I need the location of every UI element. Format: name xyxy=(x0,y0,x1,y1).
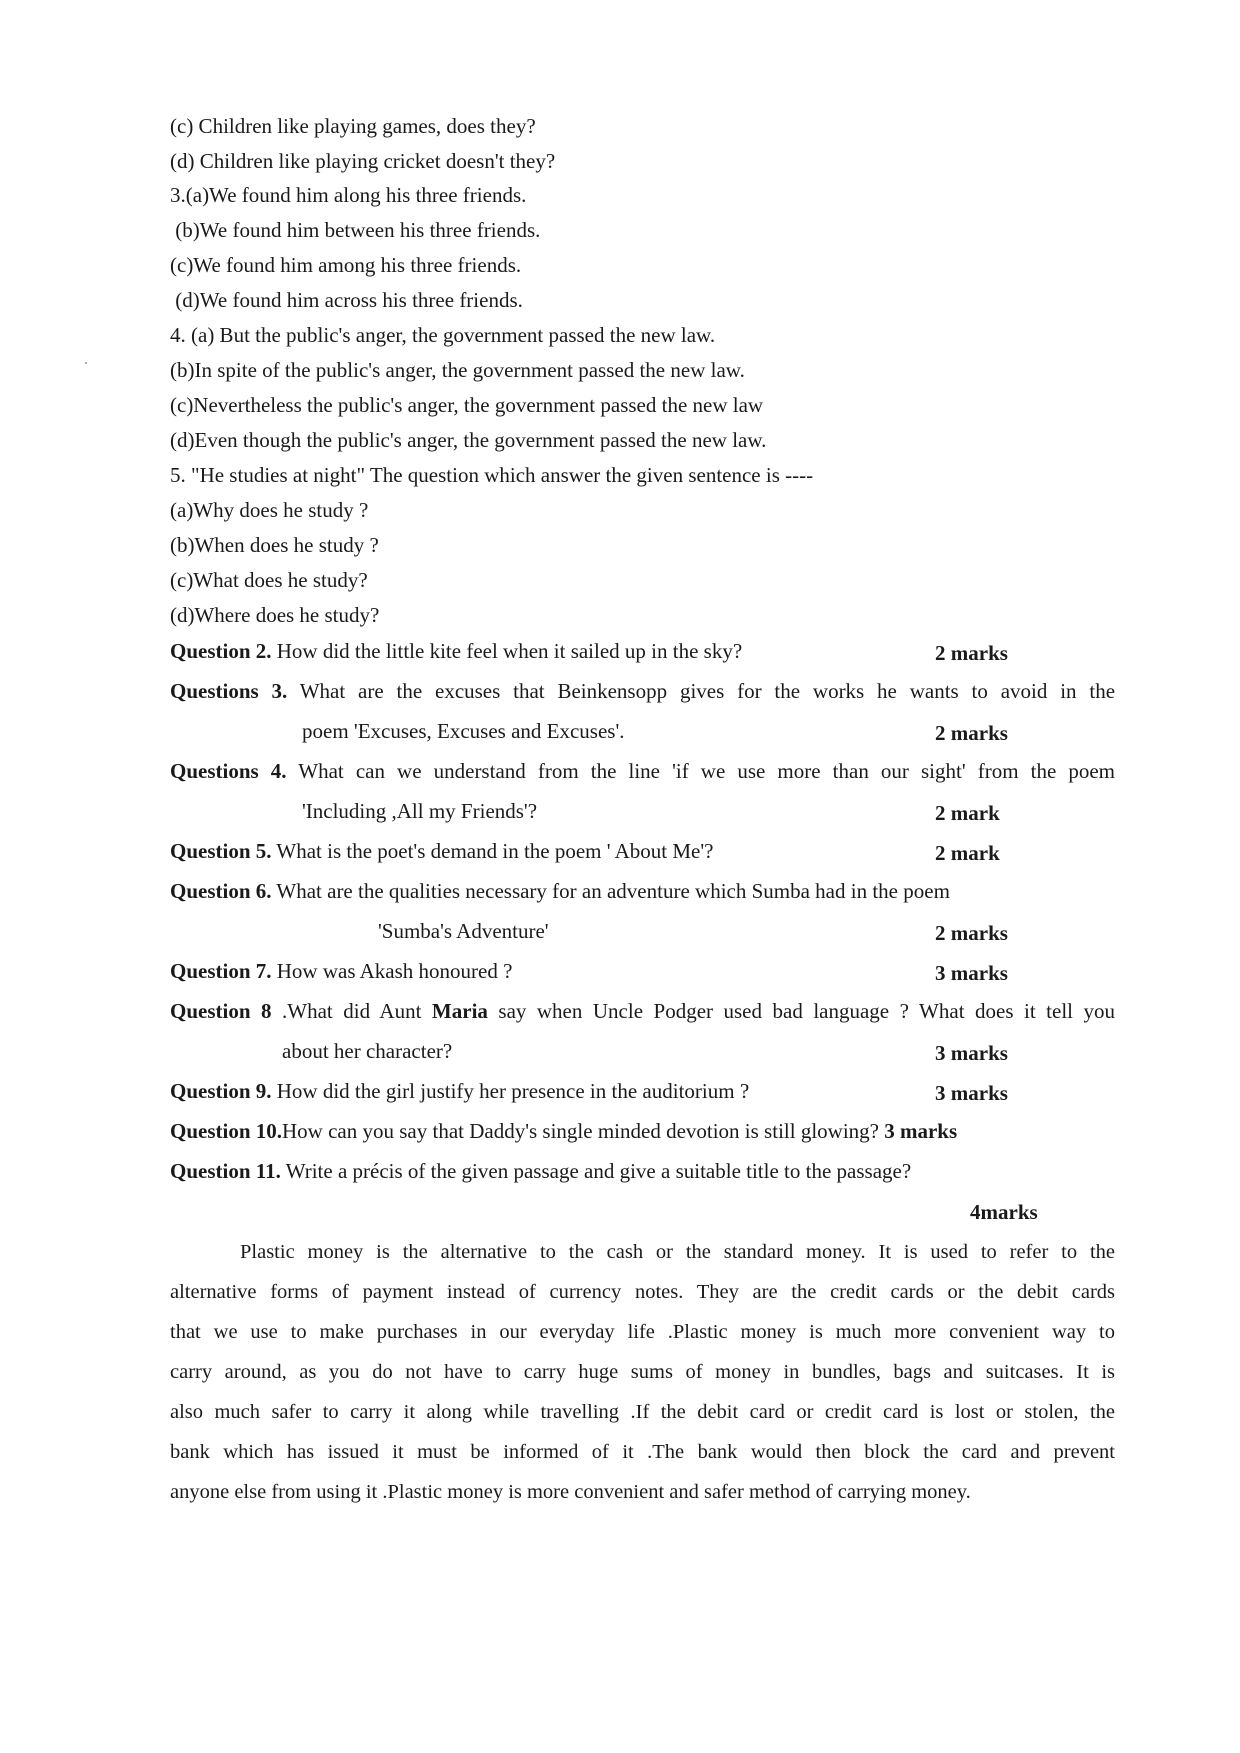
question-10 xyxy=(170,1121,957,1142)
question-4 xyxy=(170,761,1115,782)
mcq-option: (b)We found him between his three friends. xyxy=(170,218,541,242)
question-3 xyxy=(170,681,1115,702)
question-continuation: 'Including ,All my Friends'? xyxy=(302,799,538,823)
marks-label: 2 mark xyxy=(935,801,1000,825)
question-11 xyxy=(170,1161,911,1182)
question-label: Question 7. xyxy=(170,959,272,983)
passage-line: anyone else from using it .Plastic money is more convenient and safer method of carrying money. xyxy=(170,1481,971,1503)
question-9 xyxy=(170,1081,749,1102)
question-text: What is the poet's demand in the poem ' About Me'? xyxy=(276,839,714,863)
mcq-option: (d)Where does he study? xyxy=(170,603,380,627)
question-text: Write a précis of the given passage and give a suitable title to the passage? xyxy=(285,1159,912,1183)
question-text: How can you say that Daddy's single minded devotion is still glowing? xyxy=(282,1119,879,1143)
question-text: How was Akash honoured ? xyxy=(276,959,513,983)
question-continuation: 'Sumba's Adventure' xyxy=(378,919,549,943)
passage-line: carry around, as you do not have to carry huge sums of money in bundles, bags and suitcases. It is xyxy=(170,1361,1115,1383)
marks-label: 3 marks xyxy=(935,1081,1008,1105)
question-6 xyxy=(170,881,950,902)
question-label: Question 11. xyxy=(170,1159,281,1183)
question-label: Question 2. xyxy=(170,639,272,663)
marks-label: 3 marks xyxy=(935,961,1008,985)
question-text: How did the little kite feel when it sailed up in the sky? xyxy=(276,639,743,663)
mcq-option: (b)In spite of the public's anger, the government passed the new law. xyxy=(170,358,745,382)
marks-label: 2 marks xyxy=(935,721,1008,745)
mcq-option: 4. (a) But the public's anger, the government passed the new law. xyxy=(170,323,716,347)
marks-label: 3 marks xyxy=(884,1119,958,1143)
question-label: Questions 4. xyxy=(170,759,287,783)
mcq-option: (c)We found him among his three friends. xyxy=(170,253,522,277)
question-continuation: poem 'Excuses, Excuses and Excuses'. xyxy=(302,719,625,743)
question-label: Question 9. xyxy=(170,1079,272,1103)
passage-line: Plastic money is the alternative to the cash or the standard money. It is used to refer to the xyxy=(240,1241,1115,1263)
question-label: Question 10. xyxy=(170,1119,283,1143)
mcq-option: (c) Children like playing games, does they? xyxy=(170,114,536,138)
marks-label: 4marks xyxy=(970,1200,1038,1224)
passage-line: also much safer to carry it along while travelling .If the debit card or credit card is lost or stolen, the xyxy=(170,1401,1115,1423)
mcq-question: 5. "He studies at night" The question which answer the given sentence is ---- xyxy=(170,463,814,487)
mcq-option: 3.(a)We found him along his three friends. xyxy=(170,183,527,207)
question-text: What are the excuses that Beinkensopp gives for the works he wants to avoid in the xyxy=(299,679,1116,703)
passage-line: bank which has issued it must be informed of it .The bank would then block the card and prevent xyxy=(170,1441,1115,1463)
passage-line: that we use to make purchases in our everyday life .Plastic money is much more convenient way to xyxy=(170,1321,1115,1343)
mcq-option: (d)We found him across his three friends. xyxy=(170,288,523,312)
question-text: What can we understand from the line 'if we use more than our sight' from the poem xyxy=(298,759,1116,783)
question-text: .What did Aunt xyxy=(271,999,432,1023)
marks-label: 2 mark xyxy=(935,841,1000,865)
question-text: How did the girl justify her presence in the auditorium ? xyxy=(276,1079,750,1103)
mcq-option: (c)Nevertheless the public's anger, the government passed the new law xyxy=(170,393,764,417)
mcq-option: (d) Children like playing cricket doesn't they? xyxy=(170,149,556,173)
question-2 xyxy=(170,641,742,662)
question-label: Question 6. xyxy=(170,879,272,903)
question-bold-word: Maria xyxy=(431,999,488,1023)
mcq-option: (d)Even though the public's anger, the government passed the new law. xyxy=(170,428,767,452)
question-5 xyxy=(170,841,713,862)
marks-label: 2 marks xyxy=(935,641,1008,665)
passage-line: alternative forms of payment instead of currency notes. They are the credit cards or the debit cards xyxy=(170,1281,1115,1303)
mcq-option: (b)When does he study ? xyxy=(170,533,379,557)
question-8 xyxy=(170,1001,1115,1022)
scan-speck xyxy=(85,362,87,364)
question-label: Question 5. xyxy=(170,839,272,863)
question-text: What are the qualities necessary for an adventure which Sumba had in the poem xyxy=(276,879,950,903)
question-7 xyxy=(170,961,512,982)
question-continuation: about her character? xyxy=(282,1039,453,1063)
question-label: Question 8 xyxy=(170,999,272,1023)
marks-label: 3 marks xyxy=(935,1041,1008,1065)
mcq-option: (a)Why does he study ? xyxy=(170,498,369,522)
marks-label: 2 marks xyxy=(935,921,1008,945)
question-label: Questions 3. xyxy=(170,679,288,703)
question-text: say when Uncle Podger used bad language ? What does it tell you xyxy=(487,999,1116,1023)
mcq-option: (c)What does he study? xyxy=(170,568,368,592)
